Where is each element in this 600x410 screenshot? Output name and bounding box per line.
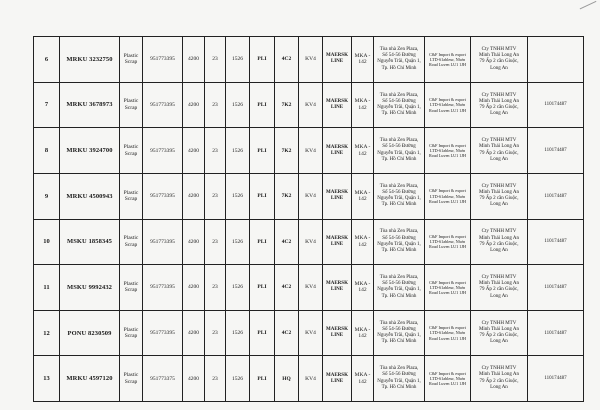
declaration-code: 110174487: [528, 356, 584, 402]
zone-code: KV4: [299, 128, 323, 174]
hs-code: 951773395: [143, 82, 183, 128]
goods-description: Plastic Scrap: [120, 310, 143, 356]
consignor-address: C&F Import & export LTD-61ableur, Nhơn Road Luven LU1 1JH: [425, 265, 471, 311]
table-row: [34, 265, 584, 311]
shipper-address: Tòa nhà Zen Plaza, Số 54-56 Đường Nguyễn Trãi, Quận 1, Tp. Hồ Chí Minh: [374, 82, 425, 128]
weight: 1526: [226, 82, 250, 128]
voyage-code: MKA - 142: [352, 37, 374, 83]
consignor-address: C&F Import & export LTD-61ableur, Nhơn Road Luven LU1 1JH: [425, 82, 471, 128]
shipper-address: Tòa nhà Zen Plaza, Số 54-56 Đường Nguyễn Trãi, Quận 1, Tp. Hồ Chí Minh: [374, 265, 425, 311]
quantity: 4200: [183, 219, 205, 265]
row-number: 11: [34, 265, 60, 311]
package-count: 23: [205, 82, 226, 128]
quantity: 4200: [183, 173, 205, 219]
declaration-code: 110174487: [528, 82, 584, 128]
port-code: PLI: [250, 37, 275, 83]
container-size: 4C2: [275, 219, 299, 265]
hs-code: 951773395: [143, 128, 183, 174]
quantity: 4200: [183, 310, 205, 356]
table-row: [34, 82, 584, 128]
declaration-code: 110174487: [528, 310, 584, 356]
declaration-code: 110174487: [528, 173, 584, 219]
goods-description: Plastic Scrap: [120, 219, 143, 265]
receiver-address: Cty TNHH MTV Minh Thái Long An 79 Ấp 2 cần Giuộc, Long An: [471, 82, 528, 128]
port-code: PLI: [250, 356, 275, 402]
port-code: PLI: [250, 219, 275, 265]
weight: 1526: [226, 128, 250, 174]
row-number: 6: [34, 37, 60, 83]
voyage-code: MKA - 142: [352, 219, 374, 265]
row-number: 9: [34, 173, 60, 219]
container-size: 7K2: [275, 173, 299, 219]
goods-description: Plastic Scrap: [120, 37, 143, 83]
package-count: 23: [205, 219, 226, 265]
hs-code: 951773395: [143, 310, 183, 356]
voyage-code: MKA - 142: [352, 356, 374, 402]
container-number: MRKU 3924700: [60, 128, 120, 174]
zone-code: KV4: [299, 265, 323, 311]
package-count: 23: [205, 356, 226, 402]
goods-description: Plastic Scrap: [120, 128, 143, 174]
package-count: 23: [205, 128, 226, 174]
hs-code: 951773395: [143, 173, 183, 219]
table-row: [34, 219, 584, 265]
row-number: 10: [34, 219, 60, 265]
zone-code: KV4: [299, 356, 323, 402]
container-size: 4C2: [275, 37, 299, 83]
port-code: PLI: [250, 173, 275, 219]
shipping-line: MAERSK LINE: [323, 173, 352, 219]
container-number: MSKU 9992432: [60, 265, 120, 311]
zone-code: KV4: [299, 310, 323, 356]
shipping-line: MAERSK LINE: [323, 265, 352, 311]
container-number: MRKU 4500943: [60, 173, 120, 219]
consignor-address: C&F Import & export LTD-61ableur, Nhơn Road Luven LU1 1JH: [425, 173, 471, 219]
declaration-code: 110174487: [528, 265, 584, 311]
table-row: [34, 37, 584, 83]
table-row: [34, 356, 584, 402]
voyage-code: MKA - 142: [352, 82, 374, 128]
row-number: 13: [34, 356, 60, 402]
shipper-address: Tòa nhà Zen Plaza, Số 54-56 Đường Nguyễn Trãi, Quận 1, Tp. Hồ Chí Minh: [374, 128, 425, 174]
voyage-code: MKA - 142: [352, 128, 374, 174]
shipper-address: Tòa nhà Zen Plaza, Số 54-56 Đường Nguyễn Trãi, Quận 1, Tp. Hồ Chí Minh: [374, 310, 425, 356]
voyage-code: MKA - 142: [352, 310, 374, 356]
row-number: 12: [34, 310, 60, 356]
container-number: MSKU 1858345: [60, 219, 120, 265]
container-number: MRKU 3678973: [60, 82, 120, 128]
port-code: PLI: [250, 128, 275, 174]
consignor-address: C&F Import & export LTD-61ableur, Nhơn Road Luven LU1 1JH: [425, 356, 471, 402]
declaration-code: 110174487: [528, 219, 584, 265]
package-count: 23: [205, 265, 226, 311]
container-size: 7K2: [275, 128, 299, 174]
container-size: 4C2: [275, 310, 299, 356]
shipping-line: MAERSK LINE: [323, 82, 352, 128]
shipping-line: MAERSK LINE: [323, 219, 352, 265]
hs-code: 951773395: [143, 265, 183, 311]
zone-code: KV4: [299, 173, 323, 219]
hs-code: 951773395: [143, 219, 183, 265]
goods-description: Plastic Scrap: [120, 356, 143, 402]
container-number: PONU 8230509: [60, 310, 120, 356]
weight: 1526: [226, 173, 250, 219]
consignor-address: C&F Import & export LTD-61ableur, Nhơn Road Luven LU1 1JH: [425, 310, 471, 356]
consignor-address: C&F Import & export LTD-61ableur, Nhơn Road Luven LU1 1JH: [425, 37, 471, 83]
shipping-line: MAERSK LINE: [323, 310, 352, 356]
package-count: 23: [205, 310, 226, 356]
package-count: 23: [205, 37, 226, 83]
voyage-code: MKA - 142: [352, 173, 374, 219]
container-size: 4C2: [275, 265, 299, 311]
shipper-address: Tòa nhà Zen Plaza, Số 54-56 Đường Nguyễn Trãi, Quận 1, Tp. Hồ Chí Minh: [374, 37, 425, 83]
port-code: PLI: [250, 265, 275, 311]
row-number: 7: [34, 82, 60, 128]
receiver-address: Cty TNHH MTV Minh Thái Long An 79 Ấp 2 cần Giuộc, Long An: [471, 173, 528, 219]
receiver-address: Cty TNHH MTV Minh Thái Long An 79 Ấp 2 cần Giuộc, Long An: [471, 310, 528, 356]
package-count: 23: [205, 173, 226, 219]
shipper-address: Tòa nhà Zen Plaza, Số 54-56 Đường Nguyễn Trãi, Quận 1, Tp. Hồ Chí Minh: [374, 356, 425, 402]
receiver-address: Cty TNHH MTV Minh Thái Long An 79 Ấp 2 cần Giuộc, Long An: [471, 219, 528, 265]
port-code: PLI: [250, 82, 275, 128]
container-number: MRKU 4597120: [60, 356, 120, 402]
weight: 1526: [226, 265, 250, 311]
receiver-address: Cty TNHH MTV Minh Thái Long An 79 Ấp 2 cần Giuộc, Long An: [471, 128, 528, 174]
weight: 1526: [226, 219, 250, 265]
zone-code: KV4: [299, 82, 323, 128]
table-row: [34, 173, 584, 219]
voyage-code: MKA - 142: [352, 265, 374, 311]
hs-code: 951773375: [143, 356, 183, 402]
hs-code: 951773395: [143, 37, 183, 83]
quantity: 4200: [183, 37, 205, 83]
receiver-address: Cty TNHH MTV Minh Thái Long An 79 Ấp 2 cần Giuộc, Long An: [471, 356, 528, 402]
row-number: 8: [34, 128, 60, 174]
weight: 1526: [226, 310, 250, 356]
table-row: [34, 310, 584, 356]
container-size: HQ: [275, 356, 299, 402]
consignor-address: C&F Import & export LTD-61ableur, Nhơn Road Luven LU1 1JH: [425, 219, 471, 265]
weight: 1526: [226, 37, 250, 83]
zone-code: KV4: [299, 37, 323, 83]
declaration-code: 110174487: [528, 128, 584, 174]
goods-description: Plastic Scrap: [120, 82, 143, 128]
quantity: 4200: [183, 265, 205, 311]
goods-description: Plastic Scrap: [120, 173, 143, 219]
weight: 1526: [226, 356, 250, 402]
page-corner-mark: [580, 1, 600, 22]
zone-code: KV4: [299, 219, 323, 265]
quantity: 4200: [183, 356, 205, 402]
shipper-address: Tòa nhà Zen Plaza, Số 54-56 Đường Nguyễn Trãi, Quận 1, Tp. Hồ Chí Minh: [374, 173, 425, 219]
shipper-address: Tòa nhà Zen Plaza, Số 54-56 Đường Nguyễn Trãi, Quận 1, Tp. Hồ Chí Minh: [374, 219, 425, 265]
container-size: 7K2: [275, 82, 299, 128]
consignor-address: C&F Import & export LTD-61ableur, Nhơn Road Luven LU1 1JH: [425, 128, 471, 174]
receiver-address: Cty TNHH MTV Minh Thái Long An 79 Ấp 2 cần Giuộc, Long An: [471, 37, 528, 83]
shipping-line: MAERSK LINE: [323, 37, 352, 83]
port-code: PLI: [250, 310, 275, 356]
receiver-address: Cty TNHH MTV Minh Thái Long An 79 Ấp 2 cần Giuộc, Long An: [471, 265, 528, 311]
quantity: 4200: [183, 128, 205, 174]
shipping-line: MAERSK LINE: [323, 128, 352, 174]
container-manifest-table: [33, 36, 584, 402]
quantity: 4200: [183, 82, 205, 128]
shipping-line: MAERSK LINE: [323, 356, 352, 402]
declaration-code: [528, 37, 584, 83]
goods-description: Plastic Scrap: [120, 265, 143, 311]
table-row: [34, 128, 584, 174]
container-number: MRKU 3232750: [60, 37, 120, 83]
